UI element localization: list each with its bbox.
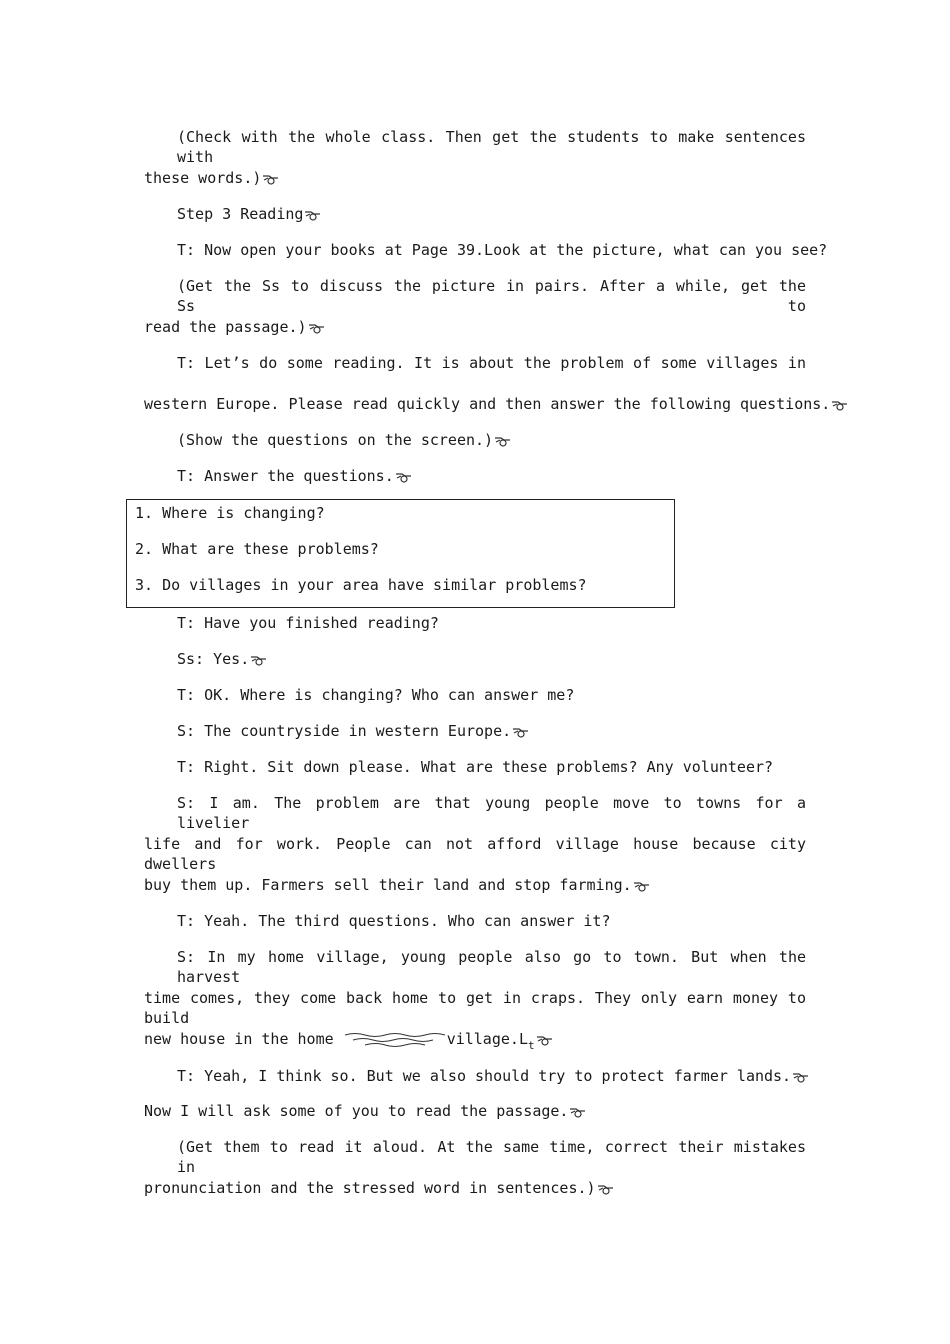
paragraph-line: (Get the Ss to discuss the picture in pairs. After a while, get the Ss to [177, 277, 806, 315]
paragraph-line: S: The countryside in western Europe. [177, 721, 806, 741]
paragraph-line: (Show the questions on the screen.) [177, 430, 806, 450]
paragraph-line: T: Have you finished reading? [177, 614, 439, 632]
paragraph-line: S: I am. The problem are that young people move to towns for a livelier [177, 794, 806, 832]
paragraph-mark-icon [308, 322, 325, 334]
paragraph-mark-icon [250, 654, 267, 666]
paragraph-line: T: Now open your books at Page 39.Look at the picture, what can you see? [177, 241, 828, 259]
question-item: 3. Do villages in your area have similar problems? [135, 576, 587, 594]
paragraph-line: T: Yeah, I think so. But we also should try to protect farmer lands. [177, 1066, 806, 1086]
paragraph-line: western Europe. Please read quickly and then answer the following questions. [144, 394, 806, 414]
wavy-line-icon [343, 1031, 447, 1049]
paragraph-line: buy them up. Farmers sell their land and stop farming. [144, 875, 806, 895]
paragraph-line: (Get them to read it aloud. At the same time, correct their mistakes in [177, 1138, 806, 1176]
paragraph-line: T: Answer the questions. [177, 466, 806, 486]
paragraph-mark-icon [633, 880, 650, 892]
paragraph-line: T: OK. Where is changing? Who can answer me? [177, 686, 575, 704]
paragraph-mark-icon [569, 1106, 586, 1118]
question-item: 1. Where is changing? [135, 504, 325, 522]
paragraph-line: S: In my home village, young people also go to town. But when the harvest [177, 948, 806, 986]
paragraph-line: life and for work. People can not afford village house because city dwellers [144, 835, 806, 873]
paragraph-mark-icon [792, 1071, 809, 1083]
paragraph-line: time comes, they come back home to get in craps. They only earn money to build [144, 989, 806, 1027]
paragraph-line: new house in the home $village.L_t$ [144, 1029, 806, 1051]
paragraph-mark-icon [512, 726, 529, 738]
paragraph-mark-icon [536, 1034, 553, 1046]
paragraph-mark-icon [831, 399, 848, 411]
paragraph-line: T: Let’s do some reading. It is about the problem of some villages in [177, 354, 806, 372]
paragraph-mark-icon [262, 173, 279, 185]
paragraph-line: read the passage.) [144, 317, 806, 337]
paragraph-mark-icon [597, 1183, 614, 1195]
paragraph-line: T: Yeah. The third questions. Who can answer it? [177, 912, 611, 930]
section-heading: Step 3 Reading [177, 204, 806, 224]
paragraph-mark-icon [304, 209, 321, 221]
paragraph-line: Ss: Yes. [177, 649, 806, 669]
paragraph-line: T: Right. Sit down please. What are these problems? Any volunteer? [177, 758, 774, 776]
question-item: 2. What are these problems? [135, 540, 379, 558]
paragraph-mark-icon [494, 435, 511, 447]
paragraph-line: pronunciation and the stressed word in sentences.) [144, 1178, 806, 1198]
paragraph-line: (Check with the whole class. Then get the students to make sentences with [177, 128, 806, 166]
paragraph-line: these words.) [144, 168, 806, 188]
paragraph-mark-icon [395, 471, 412, 483]
paragraph-line: Now I will ask some of you to read the passage. [144, 1101, 806, 1121]
